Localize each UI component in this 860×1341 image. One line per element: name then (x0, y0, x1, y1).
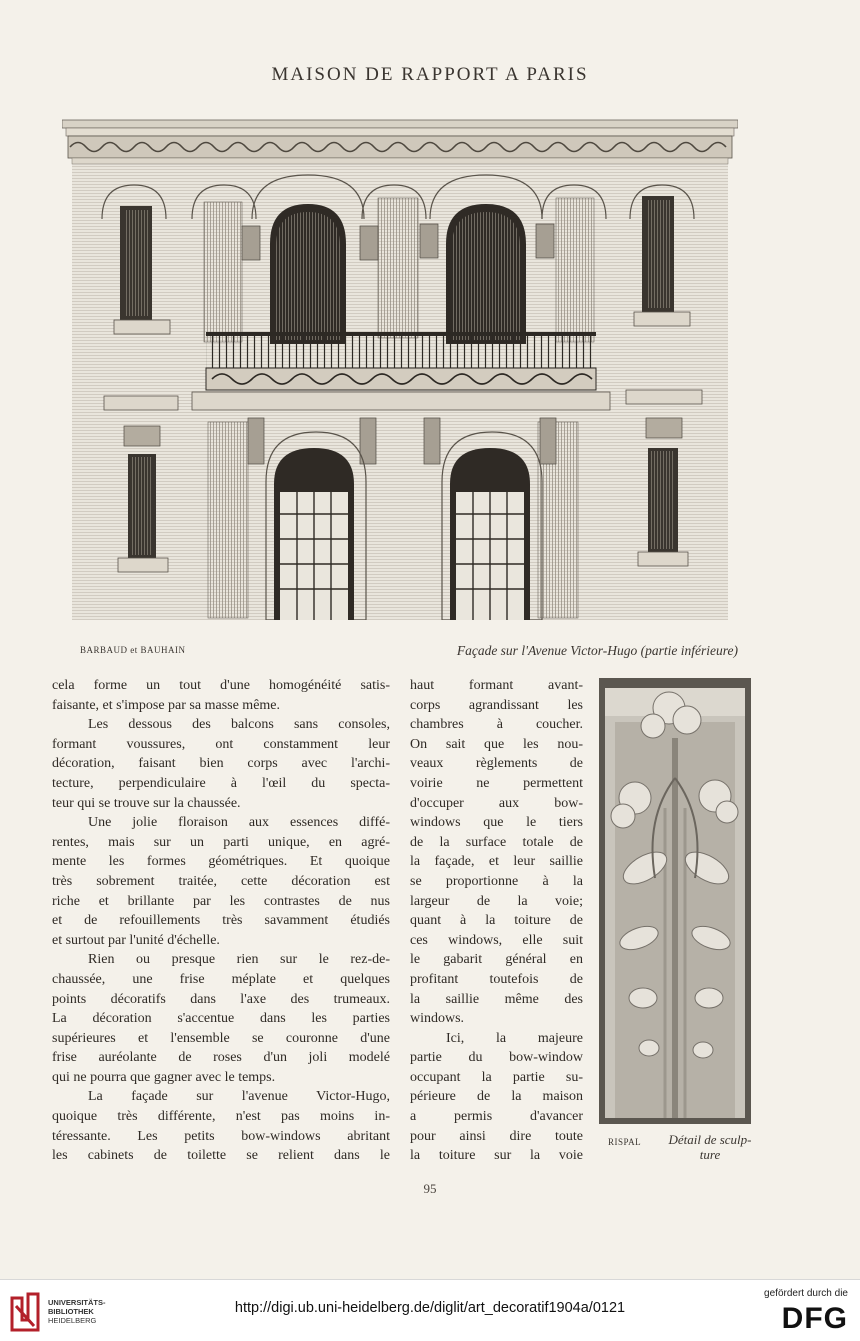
sculpture-caption (655, 1132, 765, 1162)
text-line: cela forme un tout d'une homogénéité satis- (52, 678, 390, 693)
footer-bar (0, 1279, 860, 1341)
text-line: largeur de la voie; (410, 893, 583, 909)
text-line: a permis d'avancer (410, 1109, 583, 1125)
text-line: haut formant avant- (410, 678, 583, 693)
text-line: profitant toutefois de (410, 971, 583, 987)
text-line: les cabinets de toilette se relient dans le (52, 1148, 390, 1164)
text-line: Une jolie floraison aux essences diffé- (88, 815, 390, 831)
text-line: la façade, et leur saillie (410, 854, 583, 870)
text-line: On sait que les nou- (410, 736, 583, 752)
text-line: le gabarit général en (410, 952, 583, 968)
text-line: partie du bow-window (410, 1050, 583, 1066)
text-line: windows que le tiers (410, 815, 583, 831)
text-line: décoration, faisant bien corps avec l'archi- (52, 756, 390, 772)
sculpture-caption-line1: Détail de sculp- (668, 1132, 752, 1147)
text-line: formant voussures, ont constamment leur (52, 736, 390, 752)
text-line: faisante, et s'impose par sa masse même. (52, 697, 281, 713)
funding-label: gefördert durch die (764, 1288, 848, 1299)
library-name-line: HEIDELBERG (48, 1316, 97, 1325)
text-line: windows. (410, 1011, 465, 1027)
text-line: téressante. Les petits bow-windows abritant (52, 1128, 390, 1144)
text-line: la toiture sur la voie (410, 1148, 583, 1164)
text-line: d'occuper aux bow- (410, 795, 583, 811)
sculpture-caption-line2: ture (699, 1147, 721, 1162)
text-line: teur qui se trouve sur la chaussée. (52, 795, 241, 811)
page-title: MAISON DE RAPPORT A PARIS (271, 64, 589, 85)
text-line: qui ne pourra que gagner avec le temps. (52, 1069, 276, 1085)
facade-credit: BARBAUD et BAUHAIN (80, 645, 186, 655)
text-line: la saillie même des (410, 991, 583, 1007)
text-line: points décoratifs dans l'axe des trumeaux. (52, 991, 390, 1007)
text-line: se proportionne à la (410, 873, 583, 889)
text-line: quant à la toiture de (410, 913, 583, 929)
text-line: veaux règlements de (410, 756, 583, 772)
library-name-line: UNIVERSITÄTS- (48, 1298, 106, 1307)
text-line: Rien ou presque rien sur le rez-de- (88, 952, 390, 968)
text-line: périeure de la maison (410, 1089, 583, 1105)
text-line: corps agrandissant les (410, 697, 583, 713)
text-line: de la surface totale de (410, 834, 583, 850)
text-line: voirie ne permettent (410, 775, 583, 791)
text-line: et surtout par l'unité d'échelle. (52, 932, 220, 948)
text-line: chambres à coucher. (410, 717, 583, 733)
text-column-right (410, 676, 583, 1166)
text-line: La décoration s'accentue dans les parties (52, 1011, 390, 1027)
text-line: occupant la partie su- (410, 1069, 583, 1085)
text-line: mente les formes géométriques. Et quoique (52, 854, 390, 870)
page-number: 95 (423, 1181, 437, 1196)
text-line: très sobrement traitée, cette décoration est (52, 873, 390, 889)
text-line: Ici, la majeure (446, 1030, 583, 1046)
text-line: frise auréolante de roses d'un joli modelé (52, 1050, 390, 1066)
facade-drawing (62, 114, 738, 620)
text-line: La façade sur l'avenue Victor-Hugo, (88, 1089, 390, 1105)
text-column-left (52, 676, 390, 1166)
permalink-url[interactable]: http://digi.ub.uni-heidelberg.de/diglit/art_decoratif1904a/0121 (234, 1300, 626, 1316)
sculpture-credit: RISPAL (608, 1137, 642, 1147)
sculpture-photo (599, 678, 751, 1124)
text-line: ces windows, elle suit (410, 932, 583, 948)
facade-caption: Façade sur l'Avenue Victor-Hugo (partie inférieure) (456, 643, 738, 658)
text-line: et de refouillements très savamment étudiés (52, 913, 390, 929)
text-line: chaussée, une frise méplate et quelques (52, 971, 390, 987)
text-line: supérieures et l'ensemble se couronne d'une (52, 1030, 390, 1046)
dfg-logo[interactable]: DFG (781, 1302, 848, 1335)
text-line: quoique très différente, n'est pas moins in- (52, 1109, 390, 1125)
text-line: tecture, perpendiculaire à l'œil du specta- (52, 775, 390, 791)
text-line: rentes, mais sur un parti unique, en agré- (52, 834, 390, 850)
text-line: riche et brillante par les contrastes de nus (52, 893, 390, 909)
text-line: Les dessous des balcons sans consoles, (88, 717, 390, 733)
text-line: pour ainsi dire toute (410, 1128, 583, 1144)
library-name-line: BIBLIOTHEK (48, 1307, 94, 1316)
